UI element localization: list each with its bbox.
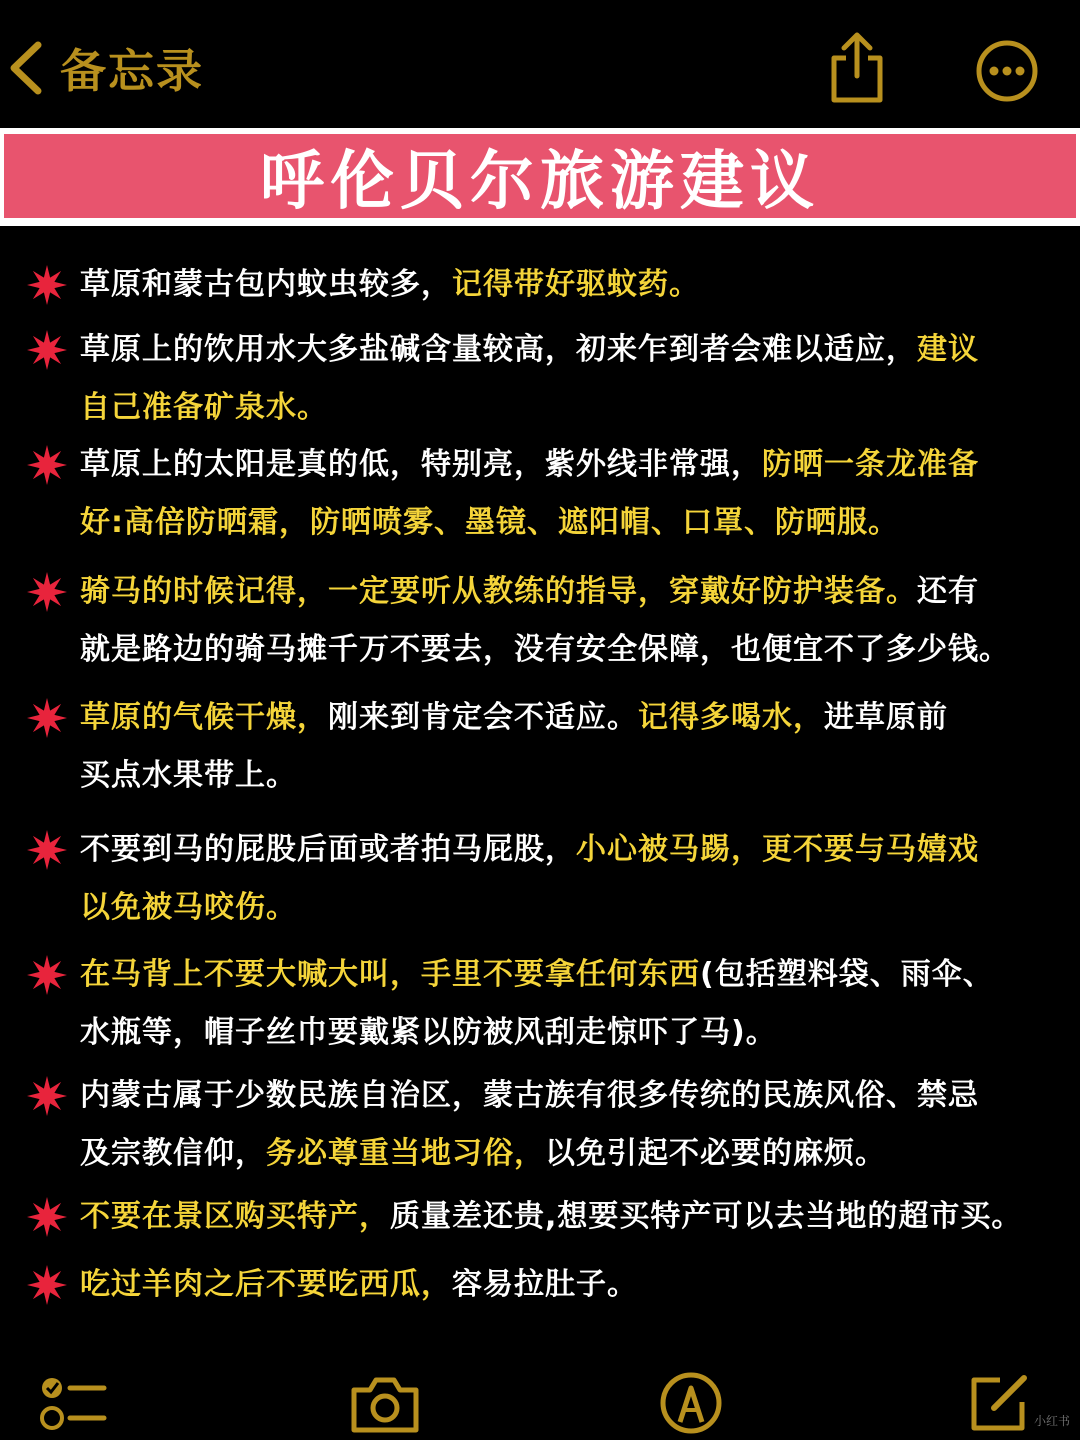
tip-line (80, 1004, 1076, 1062)
compose-icon (966, 1370, 1032, 1436)
star-icon (26, 444, 68, 486)
highlight-text: 以免被马咬伤。 (80, 890, 297, 925)
tip-text: 就是路边的骑马摊千万不要去，没有安全保障，也便宜不了多少钱。 (80, 632, 1010, 667)
tip-text: 质量差还贵,想要买特产可以去当地的超市买。 (390, 1199, 1023, 1234)
tip-text: 不要到马的屁股后面或者拍马屁股， (80, 832, 576, 867)
tip-line (80, 1256, 1076, 1314)
tip-text: 刚来到肯定会不适应。 (328, 700, 638, 735)
tip-line (80, 494, 1076, 552)
tip-item (26, 1188, 1076, 1246)
highlight-text: 小心被马踢，更不要与马嬉戏 (576, 832, 979, 867)
title-banner (4, 134, 1076, 218)
tip-item (26, 689, 1076, 805)
highlight-text: 记得带好驱蚊药。 (452, 267, 700, 302)
tip-line (80, 321, 1076, 379)
tip-item (26, 946, 1076, 1062)
watermark: 小红书 (1033, 1414, 1070, 1428)
tip-line (80, 1188, 1076, 1246)
tip-line (80, 436, 1076, 494)
bottom-toolbar (0, 1360, 1080, 1439)
more-button[interactable] (974, 38, 1040, 104)
note-body[interactable] (0, 226, 1080, 1326)
tip-text: 草原上的太阳是真的低，特别亮，紫外线非常强， (80, 447, 762, 482)
tip-text: 及宗教信仰， (80, 1136, 266, 1171)
markup-icon (658, 1370, 724, 1436)
star-icon (26, 1075, 68, 1117)
star-icon (26, 829, 68, 871)
share-icon (826, 30, 888, 104)
share-button[interactable] (826, 30, 888, 104)
chevron-left-icon (6, 39, 46, 97)
tip-text: 草原和蒙古包内蚊虫较多， (80, 267, 452, 302)
highlight-text: 记得多喝水， (638, 700, 824, 735)
star-icon (26, 329, 68, 371)
tip-text: 还有 (917, 574, 979, 609)
compose-button[interactable] (966, 1370, 1032, 1436)
star-icon (26, 954, 68, 996)
back-button[interactable] (6, 36, 204, 100)
highlight-text: 防晒一条龙准备 (762, 447, 979, 482)
tip-text: 买点水果带上。 (80, 758, 297, 793)
star-icon (26, 697, 68, 739)
highlight-text: 不要在景区购买特产， (80, 1199, 390, 1234)
highlight-text: 建议 (917, 332, 979, 367)
tip-line (80, 689, 1076, 747)
star-icon (26, 571, 68, 613)
back-label: 备忘录 (60, 44, 204, 98)
highlight-text: 务必尊重当地习俗， (266, 1136, 545, 1171)
tip-item (26, 1067, 1076, 1183)
tip-line (80, 747, 1076, 805)
checklist-button[interactable] (38, 1374, 108, 1434)
star-icon (26, 264, 68, 306)
checklist-icon (38, 1374, 108, 1434)
tip-line (80, 1067, 1076, 1125)
tip-item (26, 1256, 1076, 1314)
tip-line (80, 621, 1076, 679)
highlight-text: 吃过羊肉之后不要吃西瓜， (80, 1267, 452, 1302)
tip-line (80, 563, 1076, 621)
tip-text: 以免引起不必要的麻烦。 (545, 1136, 886, 1171)
navigation-bar (0, 0, 1080, 128)
highlight-text: 在马背上不要大喊大叫，手里不要拿任何东西 (80, 957, 700, 992)
tip-item (26, 821, 1076, 937)
camera-button[interactable] (348, 1372, 422, 1434)
tip-text: 水瓶等，帽子丝巾要戴紧以防被风刮走惊吓了马)。 (80, 1015, 777, 1050)
tip-item (26, 321, 1076, 437)
tip-text: 进草原前 (824, 700, 948, 735)
tip-line (80, 1125, 1076, 1183)
star-icon (26, 1196, 68, 1238)
tip-line (80, 256, 1076, 314)
tip-item (26, 256, 1076, 314)
tip-item (26, 563, 1076, 679)
note-title: 呼伦贝尔旅游建议 (260, 145, 820, 219)
highlight-text: 好:高倍防晒霜，防晒喷雾、墨镜、遮阳帽、口罩、防晒服。 (80, 505, 899, 540)
highlight-text: 骑马的时候记得，一定要听从教练的指导，穿戴好防护装备。 (80, 574, 917, 609)
tip-text: (包括塑料袋、雨伞、 (700, 957, 994, 992)
tip-item (26, 436, 1076, 552)
tip-line (80, 879, 1076, 937)
tip-text: 草原上的饮用水大多盐碱含量较高，初来乍到者会难以适应， (80, 332, 917, 367)
tip-line (80, 379, 1076, 437)
tip-line (80, 946, 1076, 1004)
highlight-text: 草原的气候干燥， (80, 700, 328, 735)
star-icon (26, 1264, 68, 1306)
markup-button[interactable] (658, 1370, 724, 1436)
tip-line (80, 821, 1076, 879)
camera-icon (348, 1372, 422, 1434)
tip-text: 内蒙古属于少数民族自治区，蒙古族有很多传统的民族风俗、禁忌 (80, 1078, 979, 1113)
title-band (0, 128, 1080, 226)
tip-text: 容易拉肚子。 (452, 1267, 638, 1302)
highlight-text: 自己准备矿泉水。 (80, 390, 328, 425)
more-icon (974, 38, 1040, 104)
